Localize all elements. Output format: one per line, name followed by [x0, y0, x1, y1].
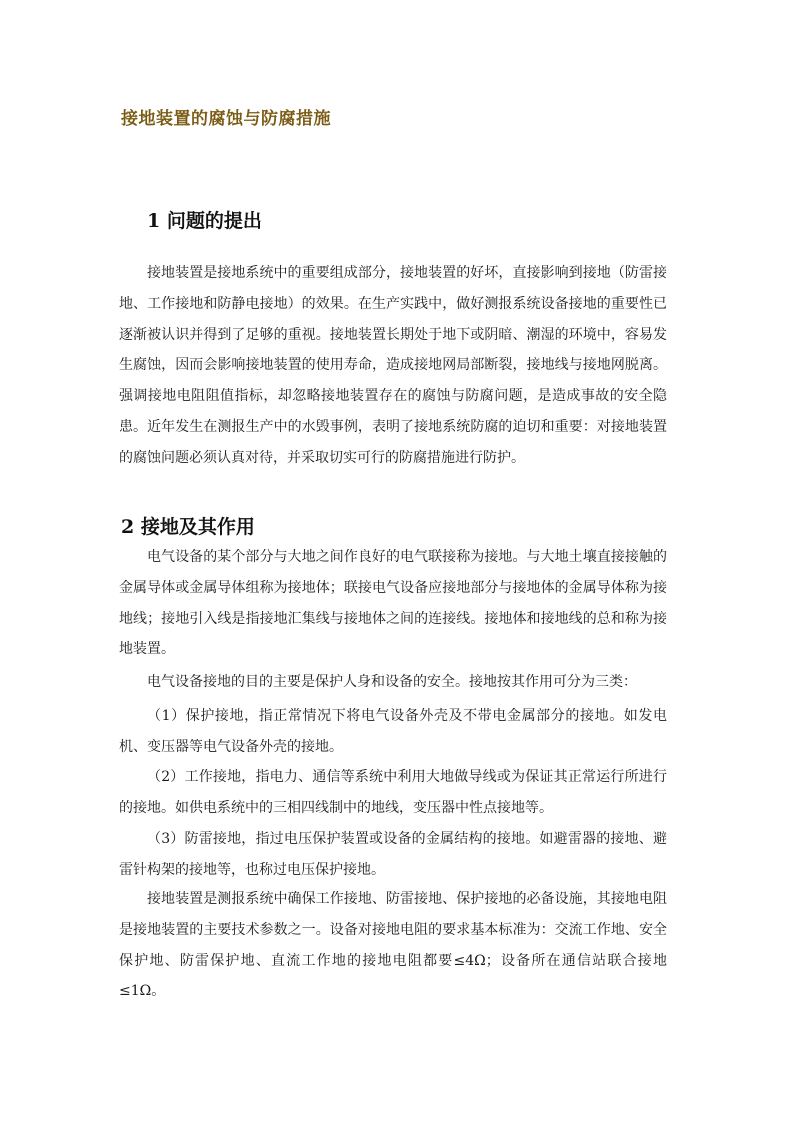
- paragraph-grounding-purpose: 电气设备接地的目的主要是保护人身和设备的安全。接地按其作用可分为三类：: [147, 674, 637, 690]
- list-item-lightning-grounding: （3）防雷接地，指过电压保护装置或设备的金属结构的接地。如避雷器的接地、避雷针构架的接地等，也称过电压保护接地。: [119, 831, 667, 878]
- paragraph-grounding-facility: 接地装置是测报系统中确保工作接地、防雷接地、保护接地的必备设施，其接地电阻是接地装置的主要技术参数之一。设备对接地电阻的要求基本标准为：交流工作地、安全保护地、防雷保护地、直流工作地的接地电阻都要≤4Ω；设备所在通信站联合接地≤1Ω。: [119, 891, 667, 1000]
- paragraph-problem-statement: 接地装置是接地系统中的重要组成部分，接地装置的好坏，直接影响到接地（防雷接地、工作接地和防静电接地）的效果。在生产实践中，做好测报系统设备接地的重要性已逐渐被认识并得到了足够的重视。接地装置长期处于地下或阴暗、潮湿的环境中，容易发生腐蚀，因而会影响接地装置的使用寿命，造成接地网局部断裂，接地线与接地网脱离。强调接地电阻阻值指标，却忽略接地装置存在的腐蚀与防腐问题，是造成事故的安全隐患。近年发生在测报生产中的水毁事例，表明了接地系统防腐的迫切和重要：对接地装置的腐蚀问题必须认真对待，并采取切实可行的防腐措施进行防护。: [119, 265, 667, 466]
- section-heading-grounding: 2 接地及其作用: [121, 516, 255, 538]
- paragraph-grounding-definition: 电气设备的某个部分与大地之间作良好的电气联接称为接地。与大地土壤直接接触的金属导体或金属导体组称为接地体；联接电气设备应接地部分与接地体的金属导体称为接地线；接地引入线是指接地汇集线与接地体之间的连接线。接地体和接地线的总和称为接地装置。: [119, 549, 667, 658]
- document-title: 接地装置的腐蚀与防腐措施: [121, 109, 331, 129]
- list-item-working-grounding: （2）工作接地，指电力、通信等系统中利用大地做导线或为保证其正常运行所进行的接地。如供电系统中的三相四线制中的地线，变压器中性点接地等。: [119, 769, 667, 816]
- list-item-protective-grounding: （1）保护接地，指正常情况下将电气设备外壳及不带电金属部分的接地。如发电机、变压器等电气设备外壳的接地。: [119, 708, 667, 755]
- section-heading-problem: 1 问题的提出: [147, 210, 262, 232]
